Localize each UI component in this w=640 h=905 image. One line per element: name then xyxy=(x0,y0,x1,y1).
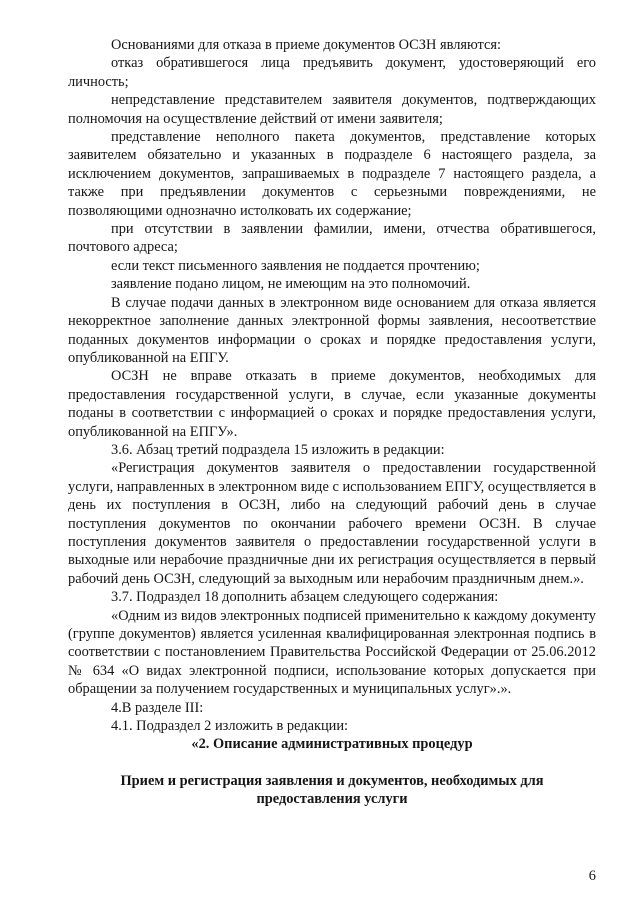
paragraph: при отсутствии в заявлении фамилии, имени, отчества обратившегося, почтового адреса; xyxy=(68,221,596,256)
paragraph: 4.В разделе III: xyxy=(111,699,204,716)
paragraph: ОСЗН не вправе отказать в приеме документов, необходимых для предоставления государственной услуги, в случае, если указанные документы поданы в соответствии с информацией о сроках и порядке предоставления услуги, опубликованной на ЕПГУ». xyxy=(68,368,596,440)
paragraph: Основаниями для отказа в приеме документов ОСЗН являются: xyxy=(111,37,502,53)
paragraph: В случае подачи данных в электронном виде основанием для отказа является некорректное заполнение данных электронной формы заявления, несоответствие поданных документов информации о сроках и порядке предоставления услуги, опубликованной на ЕПГУ. xyxy=(68,294,596,366)
paragraph: непредставление представителем заявителя документов, подтверждающих полномочия на осуществление действий от имени заявителя; xyxy=(68,92,596,127)
paragraph: «Регистрация документов заявителя о предоставлении государственной услуги, направленных в электронном виде с использованием ЕПГУ, осуществляется в день их поступления в ОСЗН, либо на следующий рабочий день в случае поступления документов по окончании рабочего времени ОСЗН. В случае поступления документов заявителя о предоставлении государственной услуги в выходные или нерабочие праздничные дни их регистрация осуществляется в первый рабочий день ОСЗН, следующий за выходным или нерабочим праздничным днем.». xyxy=(68,460,596,587)
section-heading: «2. Описание административных процедур xyxy=(191,736,473,753)
paragraph: заявление подано лицом, не имеющим на это полномочий. xyxy=(111,276,471,293)
paragraph: представление неполного пакета документов, представление которых заявителем обязательно и указанных в подразделе 6 настоящего раздела, за исключением документов, запрашиваемых в подразделе 7 настоящего раздела, а также при предъявлении документов с серьезными повреждениями, не позволяющими однозначно истолковать их содержание; xyxy=(68,129,596,219)
paragraph: 3.6. Абзац третий подраздела 15 изложить в редакции: xyxy=(111,441,445,458)
page-number: 6 xyxy=(588,868,596,884)
paragraph: «Одним из видов электронных подписей применительно к каждому документу (группе документов) является усиленная квалифицированная электронная подпись в соответствии с постановлением Правительства Российской Федерации от 25.06.2012 № 634 «О видах электронной подписи, использование которых допускается при обращении за получением государственных и муниципальных услуг».». xyxy=(68,607,596,698)
subsection-heading: Прием и регистрация заявления и документов, необходимых для предоставления услуги xyxy=(120,772,544,808)
paragraph: если текст письменного заявления не поддается прочтению; xyxy=(111,257,480,274)
paragraph: 4.1. Подраздел 2 изложить в редакции: xyxy=(111,718,349,735)
document-page xyxy=(68,36,596,809)
paragraph: отказ обратившегося лица предъявить документ, удостоверяющий его личность; xyxy=(68,55,596,90)
paragraph: 3.7. Подраздел 18 дополнить абзацем следующего содержания: xyxy=(111,589,499,606)
